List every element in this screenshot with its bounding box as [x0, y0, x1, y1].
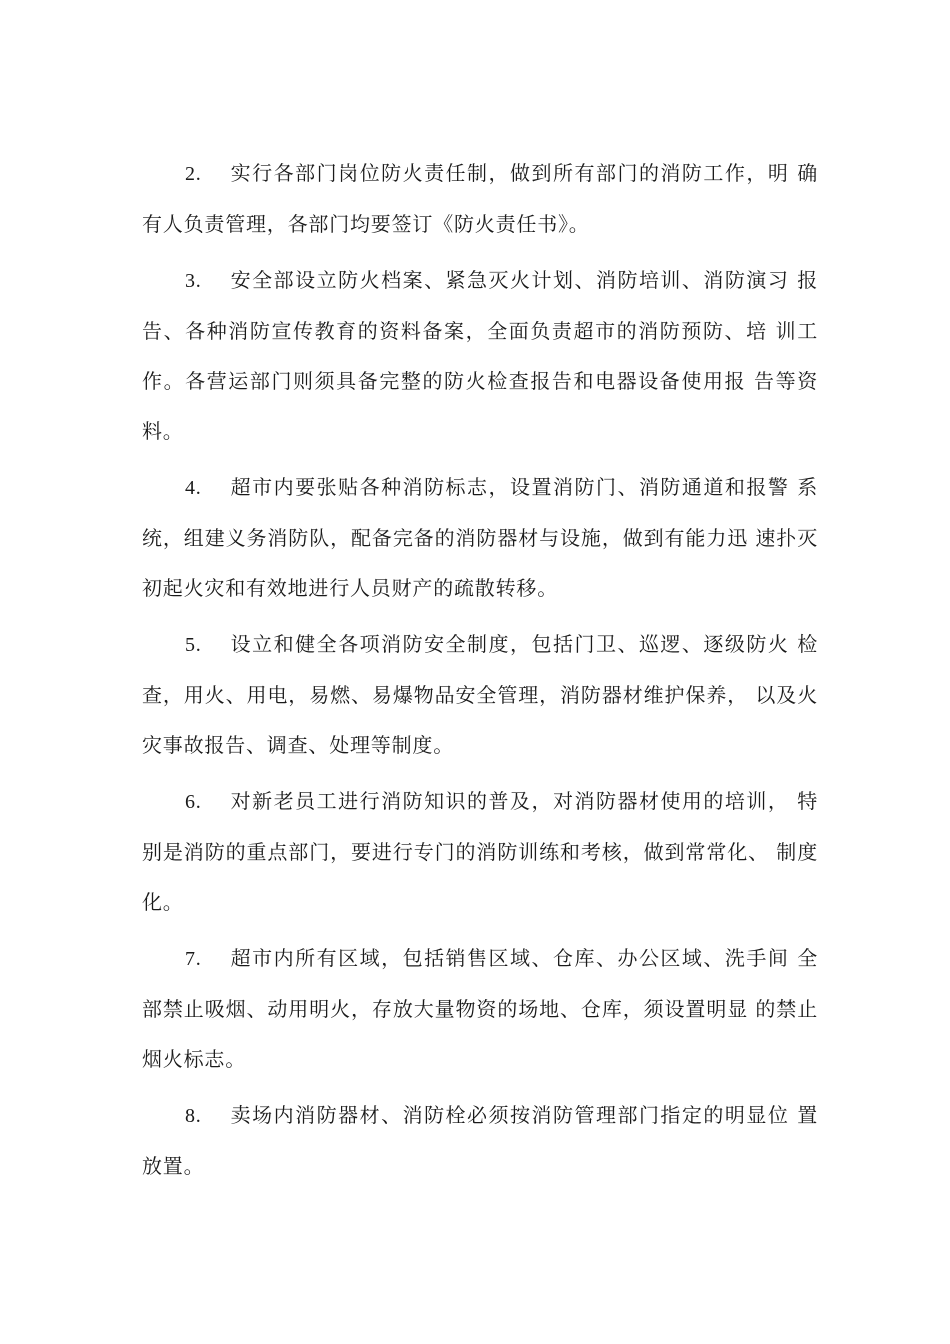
- clause-text: 实行各部门岗位防火责任制，做到所有部门的消防工作，明 确有人负责管理，各部门均要签订《防火责任书》。: [142, 161, 818, 236]
- clause-text: 卖场内消防器材、消防栓必须按消防管理部门指定的明显位 置放置。: [142, 1103, 818, 1178]
- clause-number: 6.: [185, 791, 202, 813]
- clause-text: 超市内要张贴各种消防标志，设置消防门、消防通道和报警 系统，组建义务消防队，配备完备的消防器材与设施，做到有能力迅 速扑灭初起火灾和有效地进行人员财产的疏散转移。: [142, 475, 818, 600]
- clause-number: 8.: [185, 1105, 202, 1127]
- clause-text: 超市内所有区域，包括销售区域、仓库、办公区域、洗手间 全部禁止吸烟、动用明火，存放大量物资的场地、仓库，须设置明显 的禁止烟火标志。: [142, 946, 818, 1071]
- clause-number: 2.: [185, 163, 202, 185]
- clause-number: 7.: [185, 948, 202, 970]
- clause-6: [142, 776, 818, 927]
- clause-8: [142, 1090, 818, 1191]
- clause-text: 对新老员工进行消防知识的普及，对消防器材使用的培训， 特别是消防的重点部门，要进行专门的消防训练和考核，做到常常化、 制度化。: [142, 789, 818, 914]
- clause-text: 安全部设立防火档案、紧急灭火计划、消防培训、消防演习 报告、各种消防宣传教育的资料备案，全面负责超市的消防预防、培 训工作。各营运部门则须具备完整的防火检查报告和电器设备使用报 告等资料。: [142, 268, 818, 443]
- document-page: [142, 148, 818, 1197]
- clause-5: [142, 619, 818, 770]
- clause-number: 4.: [185, 477, 202, 499]
- clause-text: 设立和健全各项消防安全制度，包括门卫、巡逻、逐级防火 检查，用火、用电，易燃、易爆物品安全管理，消防器材维护保养， 以及火灾事故报告、调查、处理等制度。: [142, 632, 818, 757]
- clause-7: [142, 933, 818, 1084]
- clause-3: [142, 255, 818, 456]
- clause-4: [142, 462, 818, 613]
- clause-number: 5.: [185, 634, 202, 656]
- clause-2: [142, 148, 818, 249]
- clause-number: 3.: [185, 270, 202, 292]
